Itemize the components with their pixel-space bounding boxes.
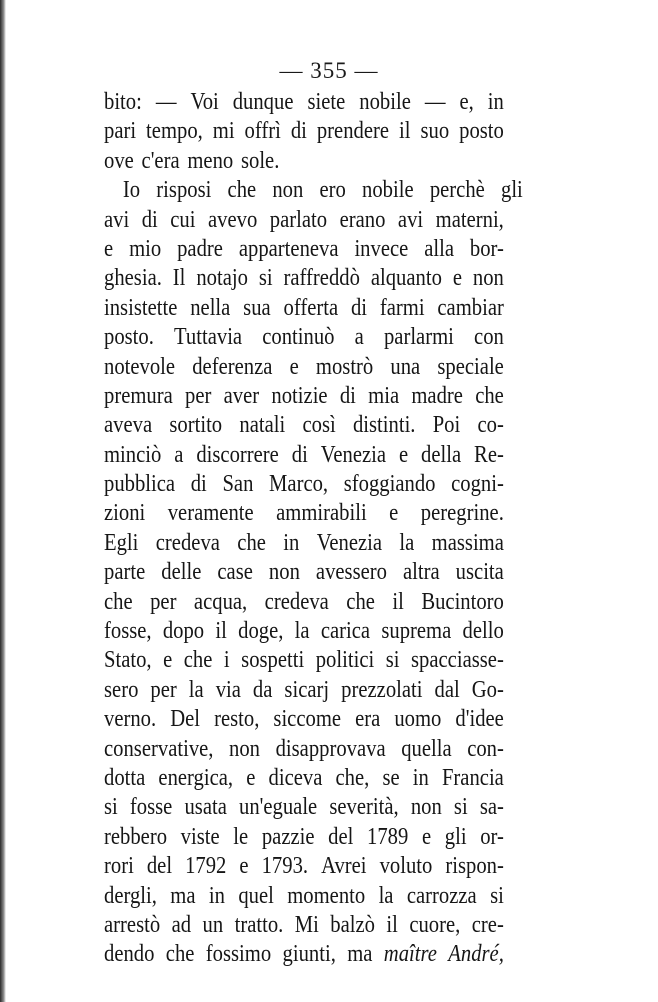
text-line: arrestò ad un tratto. Mi balzò il cuore, cre- [104,911,504,938]
text-line: notevole deferenza e mostrò una speciale [104,353,504,380]
text-line: ove c'era meno sole. [104,147,280,174]
text-line: si fosse usata un'eguale severità, non si sa- [104,794,504,821]
text-line: ghesia. Il notajo si raffreddò alquanto e non [104,265,504,292]
text-line: sero per la via da sicarj prezzolati dal Go- [104,676,504,703]
text-line: verno. Del resto, siccome era uomo d'idee [104,706,504,733]
page-binding-edge [0,0,6,1002]
text-line: aveva sortito natali così distinti. Poi co- [104,412,504,439]
body-text [104,88,523,970]
page-number: — 355 — [279,58,379,83]
text-line: zioni veramente ammirabili e peregrine. [104,500,504,527]
text-line: pubblica di San Marco, sfoggiando cogni- [104,471,504,498]
text-line: parte delle case non avessero altra uscita [104,559,504,586]
text-line: conservative, non disapprovava quella con- [104,735,504,762]
text-line: bito: — Voi dunque siete nobile — e, in [104,89,504,115]
text-line: e mio padre apparteneva invece alla bor- [104,235,504,262]
text-line: dendo che fossimo giunti, ma maître André, [104,941,504,968]
text-line: rori del 1792 e 1793. Avrei voluto rispon- [104,853,504,880]
text-line: Egli credeva che in Venezia la massima [104,529,504,556]
text-line: rebbero viste le pazzie del 1789 e gli or- [104,823,504,850]
text-line: premura per aver notizie di mia madre che [104,382,504,409]
text-line: fosse, dopo il doge, la carica suprema dello [104,618,504,645]
text-line: posto. Tuttavia continuò a parlarmi con [104,324,504,351]
text-line: insistette nella sua offerta di farmi cambiar [104,294,504,321]
text-line: dergli, ma in quel momento la carrozza si [104,882,504,909]
text-line: dotta energica, e diceva che, se in Francia [104,764,504,791]
text-line: Io risposi che non ero nobile perchè gli [122,177,523,204]
text-line: pari tempo, mi offrì di prendere il suo posto [104,118,504,145]
text-line: minciò a discorrere di Venezia e della Re- [104,441,504,468]
text-line: che per acqua, credeva che il Bucintoro [104,588,504,615]
text-line: avi di cui avevo parlato erano avi materni, [104,206,504,233]
text-line: Stato, e che i sospetti politici si spacciasse- [104,647,504,674]
